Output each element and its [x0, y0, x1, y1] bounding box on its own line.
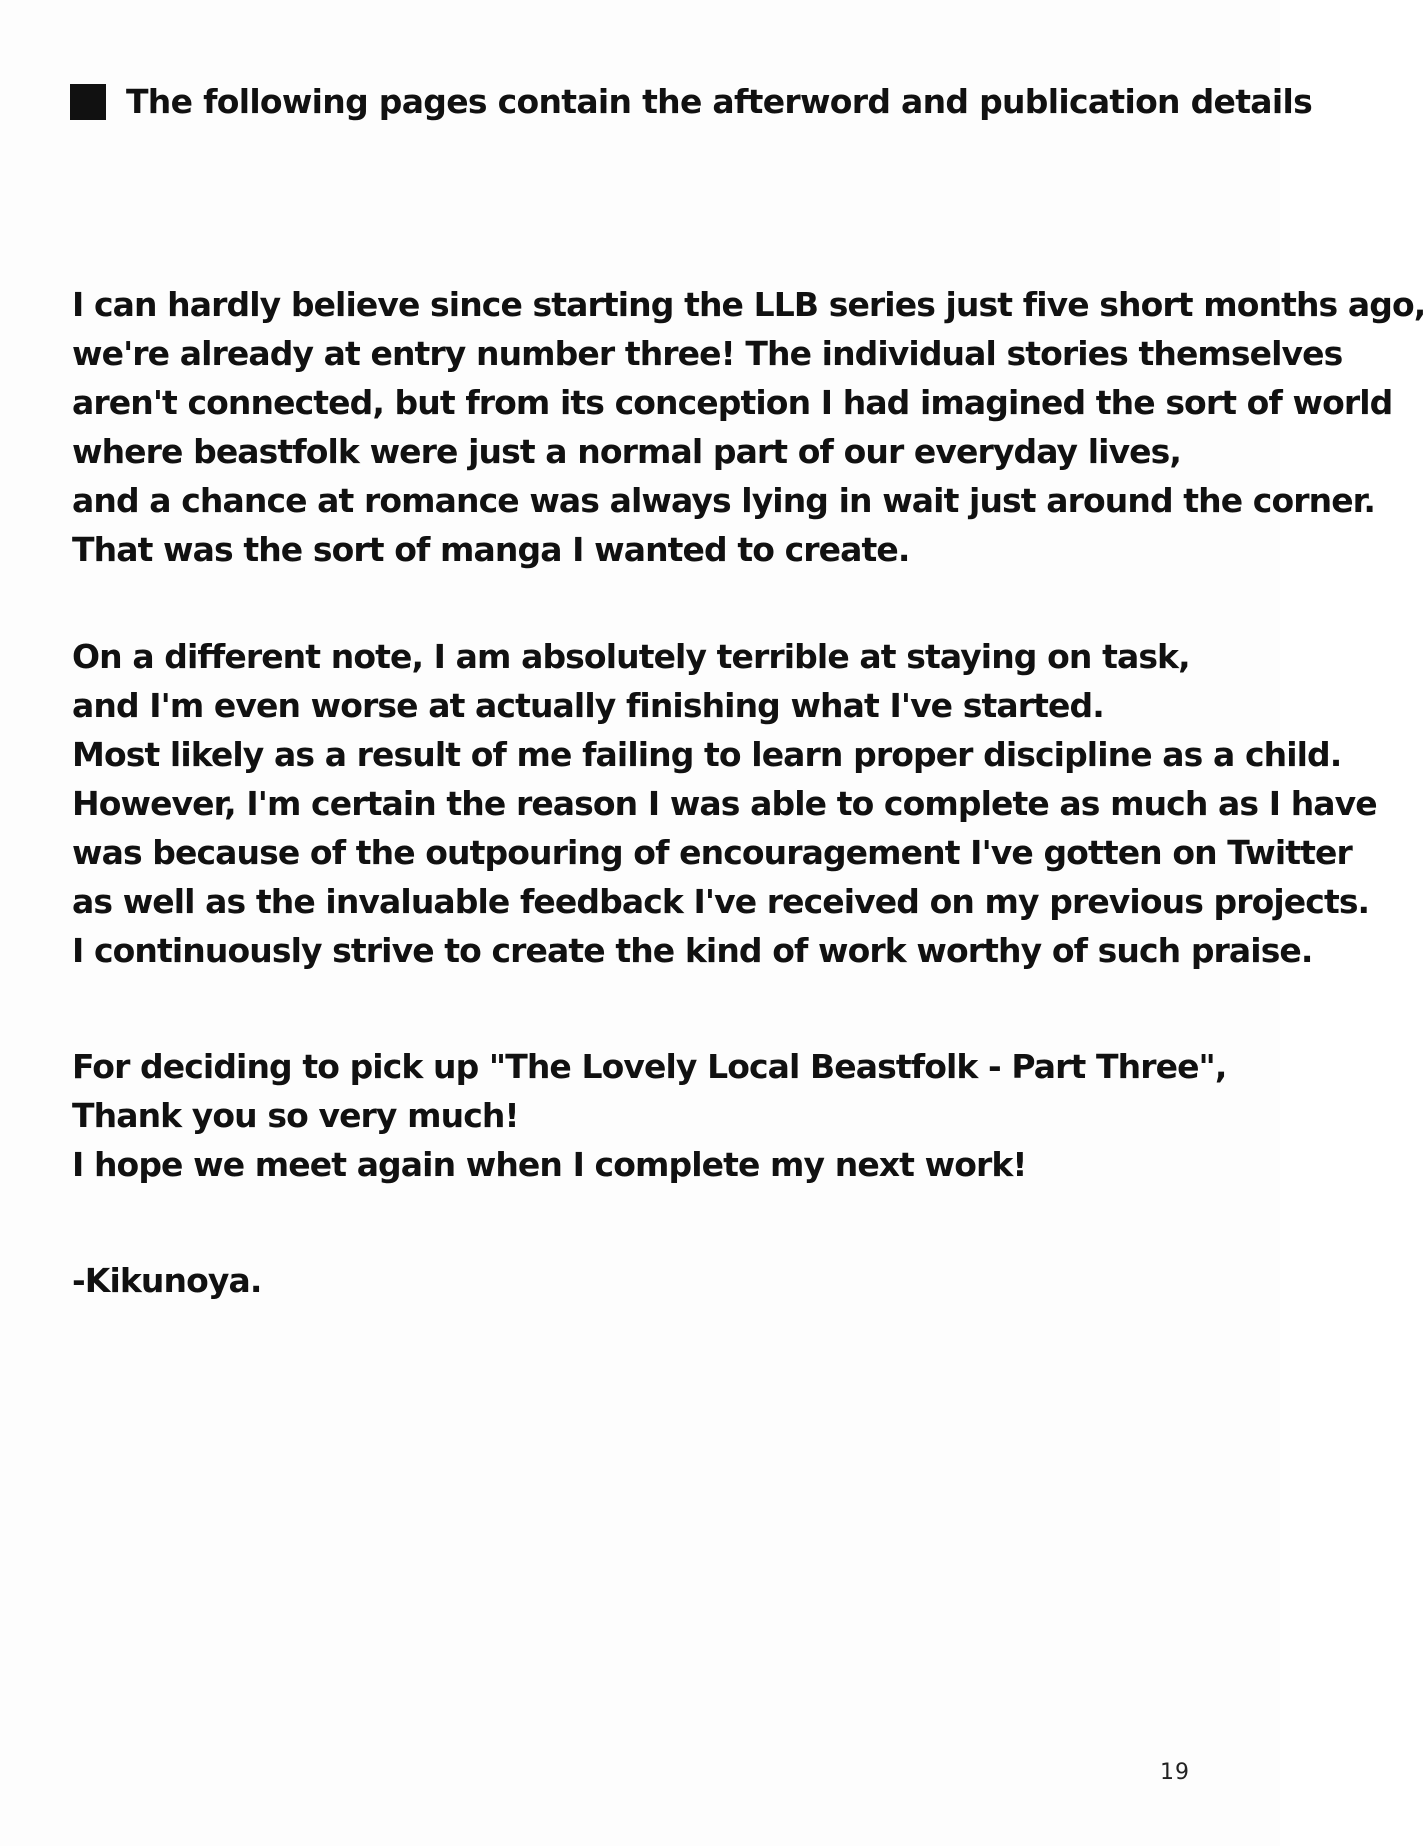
text-line: On a different note, I am absolutely terrible at staying on task, — [72, 637, 1190, 676]
text-line: aren't connected, but from its conception I had imagined the sort of world — [72, 383, 1393, 422]
text-line: and a chance at romance was always lying in wait just around the corner. — [72, 481, 1375, 520]
paragraph-thanks — [72, 1042, 1226, 1189]
text-line: we're already at entry number three! The individual stories themselves — [72, 334, 1343, 373]
text-line: I hope we meet again when I complete my next work! — [72, 1145, 1027, 1184]
text-line: That was the sort of manga I wanted to create. — [72, 530, 910, 569]
text-line: where beastfolk were just a normal part of our everyday lives, — [72, 432, 1182, 471]
text-line: as well as the invaluable feedback I've received on my previous projects. — [72, 882, 1370, 921]
paragraph-intro — [72, 280, 1425, 574]
text-line: Most likely as a result of me failing to learn proper discipline as a child. — [72, 735, 1342, 774]
text-line: I can hardly believe since starting the LLB series just five short months ago, — [72, 285, 1425, 324]
text-line: Thank you so very much! — [72, 1096, 519, 1135]
page-number: 19 — [1160, 1760, 1190, 1785]
text-line: was because of the outpouring of encouragement I've gotten on Twitter — [72, 833, 1352, 872]
section-heading — [70, 82, 1312, 121]
heading-text: The following pages contain the afterword and publication details — [126, 82, 1313, 121]
text-line: For deciding to pick up "The Lovely Local Beastfolk - Part Three", — [72, 1047, 1227, 1086]
text-line: I continuously strive to create the kind of work worthy of such praise. — [72, 931, 1313, 970]
signature — [72, 1256, 262, 1305]
text-line: and I'm even worse at actually finishing what I've started. — [72, 686, 1104, 725]
signature-text: -Kikunoya. — [72, 1261, 262, 1300]
black-square-bullet-icon — [70, 84, 106, 120]
text-line: However, I'm certain the reason I was able to complete as much as I have — [72, 784, 1377, 823]
paragraph-discipline — [72, 632, 1377, 975]
